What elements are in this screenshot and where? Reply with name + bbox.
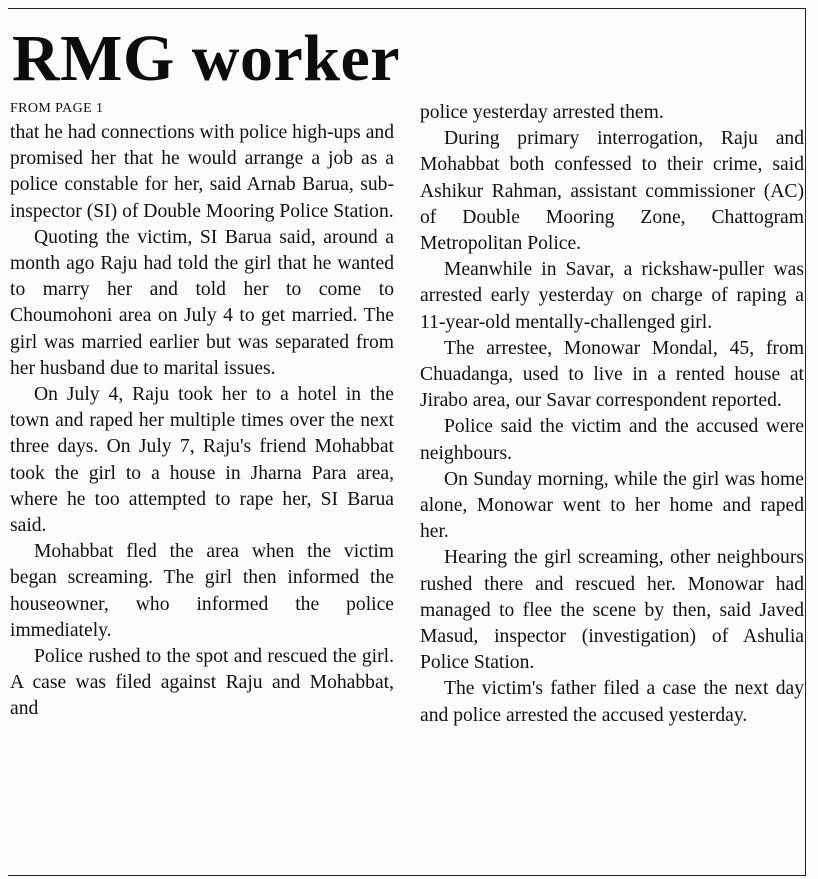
headline: RMG worker — [12, 22, 401, 95]
paragraph: On Sunday morning, while the girl was home alone, Monowar went to her home and raped her. — [420, 468, 804, 543]
paragraph: The victim's father filed a case the next day and police arrested the accused yesterday. — [420, 678, 804, 726]
paragraph: police yesterday arrested them. — [420, 102, 664, 123]
paragraph: During primary interrogation, Raju and Mohabbat both confessed to their crime, said Ashikur Rahman, assistant commissioner (AC) of Double Mooring Zone, Chattogram Metropolitan Police. — [420, 128, 804, 255]
paragraph: On July 4, Raju took her to a hotel in the town and raped her multiple times over the next three days. On July 7, Raju's friend Mohabbat took the girl to a house in Jharna Para area, where he too attempted to rape her, SI Barua said. — [10, 384, 394, 537]
paragraph: The arrestee, Monowar Mondal, 45, from Chuadanga, used to live in a rented house at Jirabo area, our Savar correspondent reported. — [420, 337, 804, 412]
paragraph: Hearing the girl screaming, other neighbours rushed there and rescued her. Monowar had managed to flee the scene by then, said Javed Masud, inspector (investigation) of Ashulia Police Station. — [420, 547, 804, 674]
paragraph: Police rushed to the spot and rescued the girl. A case was filed against Raju and Mohabbat, and — [10, 646, 394, 720]
continuation-kicker: FROM PAGE 1 — [10, 101, 104, 116]
article-column-right — [420, 100, 804, 729]
right-rule — [805, 8, 806, 876]
article-column-left — [10, 100, 394, 723]
paragraph: Quoting the victim, SI Barua said, around a month ago Raju had told the girl that he wanted to marry her and told her to come to Choumohoni area on July 4 to get married. The girl was married earlier but was separated from her husband due to marital issues. — [10, 226, 394, 379]
paragraph: Police said the victim and the accused were neighbours. — [420, 416, 804, 464]
paragraph: Mohabbat fled the area when the victim began screaming. The girl then informed the houseowner, who informed the police immediately. — [10, 541, 394, 641]
bottom-rule — [8, 875, 806, 876]
top-rule — [8, 8, 806, 9]
paragraph: Meanwhile in Savar, a rickshaw-puller was arrested early yesterday on charge of raping a 11-year-old mentally-challenged girl. — [420, 259, 804, 333]
paragraph: that he had connections with police high-ups and promised her that he would arrange a job as a police constable for her, said Arnab Barua, sub-inspector (SI) of Double Mooring Police Station. — [10, 122, 394, 222]
